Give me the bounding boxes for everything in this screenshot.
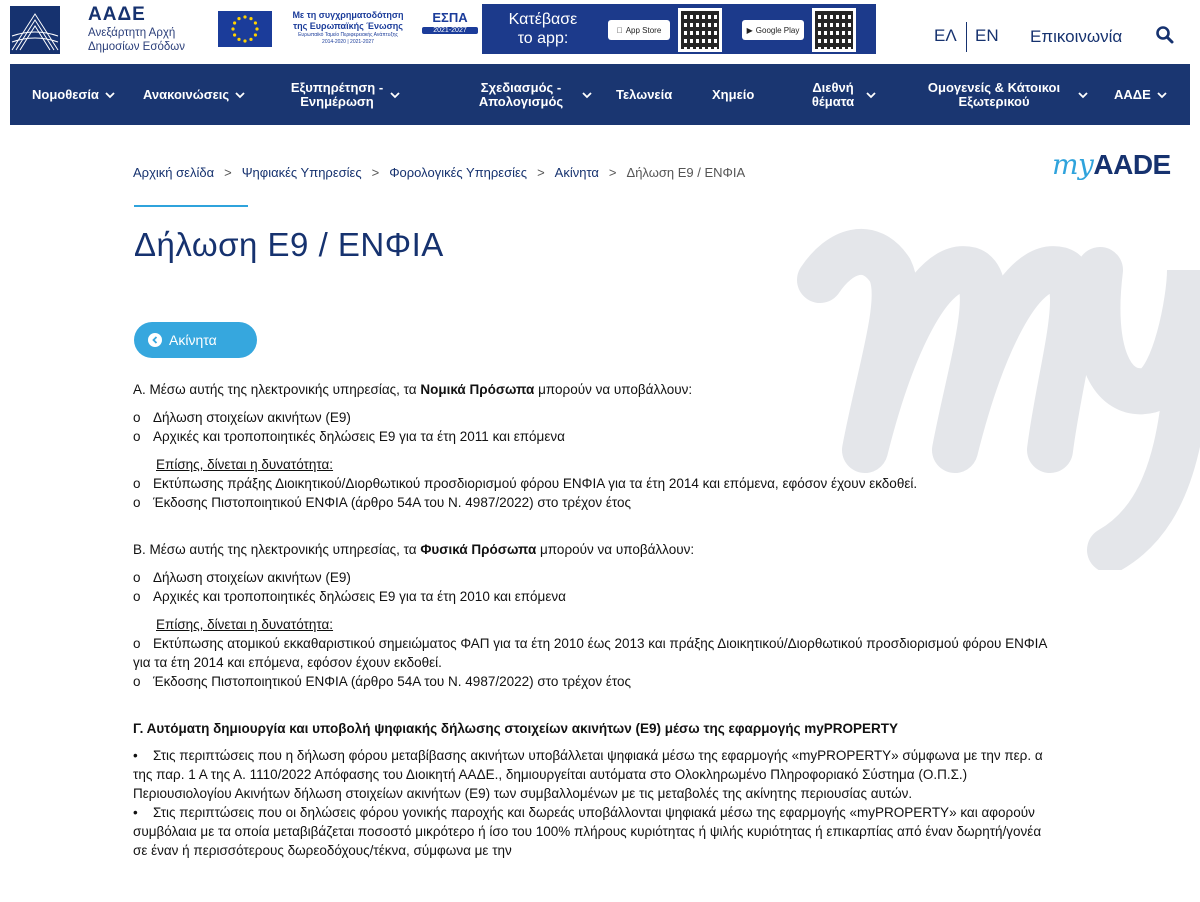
bullet-circle-icon: o	[133, 636, 141, 651]
app-store-label: App Store	[622, 25, 659, 35]
myaade-aade: AADE	[1093, 149, 1171, 180]
nav-label: Ομογενείς & Κάτοικοι Εξωτερικού	[927, 79, 1061, 109]
breadcrumb-separator: >	[224, 165, 232, 180]
list-item	[133, 493, 1053, 512]
breadcrumb-tax-services[interactable]: Φορολογικές Υπηρεσίες	[389, 165, 528, 180]
list-item-text: Δήλωση στοιχείων ακινήτων (Ε9)	[153, 410, 351, 425]
main-nav	[10, 64, 1190, 125]
section-b-heading	[133, 540, 1053, 559]
nav-label: Χημείο	[712, 86, 755, 102]
breadcrumb-home[interactable]: Αρχική σελίδα	[133, 165, 215, 180]
bullet-circle-icon: o	[133, 570, 141, 585]
eu-cofunding-text	[280, 10, 416, 46]
title-divider	[134, 205, 248, 207]
app-store-button[interactable]	[608, 20, 670, 40]
list-item-text: Δήλωση στοιχείων ακινήτων (Ε9)	[153, 570, 351, 585]
main-content	[133, 380, 1053, 860]
list-item-text: Στις περιπτώσεις που οι δηλώσεις φόρου γονικής παροχής και δωρεάς υποβάλλονται ψηφιακά μέσω της εφαρμογής «myPROPERTY» και αφορούν συμβόλαια με τα οποία μεταβιβάζεται ποσοστό μικρότερο ή ίσο του 100% πλήρους κυριότητας ή ψιλής κυριότητας ή επικαρπίας από έναν δωρητή/γονέα σε έναν ή περισσότερους δωρεοδόχους/τέκνα, σύμφωνα με την	[133, 805, 1042, 858]
list-item	[133, 568, 1053, 587]
breadcrumb-current: Δήλωση Ε9 / ΕΝΦΙΑ	[626, 165, 746, 180]
eu-flag-icon	[218, 11, 272, 47]
logo-subtitle-2: Δημοσίων Εσόδων	[88, 41, 185, 53]
bullet-circle-icon: o	[133, 410, 141, 425]
lang-el-link[interactable]: ΕΛ	[934, 26, 957, 45]
list-item	[133, 672, 1053, 691]
section-b-head-post: μπορούν να υποβάλλουν:	[536, 542, 695, 557]
eu-line-2: της Ευρωπαϊκής Ένωσης	[293, 21, 403, 31]
nav-label: Σχεδιασμός - Απολογισμός	[478, 79, 564, 109]
nav-item-announcements[interactable]	[143, 64, 245, 125]
list-item-text: Εκτύπωσης πράξης Διοικητικού/Διορθωτικού προσδιορισμού φόρου ΕΝΦΙΑ για τα έτη 2014 και επόμενα, εφόσον έχουν εκδοθεί.	[153, 476, 918, 491]
bullet-circle-icon: o	[133, 674, 141, 689]
espa-years: 2021-2027	[422, 27, 478, 34]
nav-item-service[interactable]	[290, 64, 400, 125]
eu-line-4: 2014-2020 | 2021-2027	[322, 39, 374, 45]
lang-divider	[966, 22, 967, 52]
nav-label: Ανακοινώσεις	[143, 86, 230, 102]
nav-item-legislation[interactable]	[32, 64, 115, 125]
back-button-label: Ακίνητα	[169, 332, 217, 348]
espa-title: ΕΣΠΑ	[432, 10, 468, 25]
section-a-head-pre: Α. Μέσω αυτής της ηλεκτρονικής υπηρεσίας, τα	[133, 382, 421, 397]
espa-logo	[422, 10, 478, 48]
page-title: Δήλωση Ε9 / ΕΝΦΙΑ	[134, 226, 444, 263]
bullet-dot-icon: •	[133, 748, 138, 763]
top-header	[0, 0, 1200, 64]
aade-logo-icon[interactable]	[10, 6, 60, 54]
app-store-qr-icon	[678, 8, 722, 52]
nav-item-chemistry[interactable]	[712, 64, 754, 125]
google-play-qr-icon	[812, 8, 856, 52]
eu-line-3: Ευρωπαϊκό Ταμείο Περιφερειακής Ανάπτυξης	[298, 32, 398, 38]
list-item-text: Έκδοσης Πιστοποιητικού ΕΝΦΙΑ (άρθρο 54Α του Ν. 4987/2022) στο τρέχον έτος	[153, 674, 632, 689]
nav-label: Νομοθεσία	[32, 86, 99, 102]
chevron-left-icon	[148, 333, 162, 347]
section-a-heading	[133, 380, 1053, 399]
breadcrumb-separator: >	[537, 165, 545, 180]
chevron-down-icon	[235, 90, 245, 100]
eu-line-1: Με τη συγχρηματοδότηση	[292, 10, 404, 20]
chevron-down-icon	[866, 90, 876, 100]
contact-link[interactable]: Επικοινωνία	[1030, 27, 1123, 46]
app-line-2: το app:	[517, 30, 569, 47]
section-a-head-post: μπορούν να υποβάλλουν:	[534, 382, 693, 397]
list-item-text: Έκδοσης Πιστοποιητικού ΕΝΦΙΑ (άρθρο 54Α του Ν. 4987/2022) στο τρέχον έτος	[153, 495, 632, 510]
section-c-heading: Γ. Αυτόματη δημιουργία και υποβολή ψηφιακής δήλωσης στοιχείων ακινήτων (Ε9) μέσω της εφαρμογής myPROPERTY	[133, 721, 899, 736]
list-item	[133, 803, 1053, 860]
nav-label: Τελωνεία	[616, 86, 673, 102]
chevron-down-icon	[1078, 90, 1088, 100]
list-item	[133, 474, 1053, 493]
section-b-head-pre: Β. Μέσω αυτής της ηλεκτρονικής υπηρεσίας, τα	[133, 542, 421, 557]
nav-item-aade[interactable]	[1114, 64, 1167, 125]
search-icon[interactable]	[1155, 25, 1175, 45]
nav-label: Διεθνή θέματα	[811, 79, 855, 109]
aade-logo-text[interactable]	[88, 4, 185, 54]
chevron-down-icon	[582, 90, 592, 100]
nav-item-expats[interactable]	[916, 64, 1088, 125]
list-item	[133, 746, 1053, 803]
myaade-my: my	[1052, 148, 1094, 181]
section-a-also: Επίσης, δίνεται η δυνατότητα:	[156, 457, 334, 472]
nav-item-international[interactable]	[806, 64, 876, 125]
app-line-1: Κατέβασε	[508, 11, 578, 28]
nav-label: Εξυπηρέτηση - Ενημέρωση	[290, 79, 384, 109]
google-play-button[interactable]	[742, 20, 804, 40]
bullet-circle-icon: o	[133, 589, 141, 604]
app-banner-text	[494, 10, 592, 48]
section-b-also: Επίσης, δίνεται η δυνατότητα:	[156, 617, 334, 632]
breadcrumb-separator: >	[608, 165, 617, 180]
bullet-circle-icon: o	[133, 476, 141, 491]
apple-icon	[617, 26, 623, 35]
breadcrumb-digital-services[interactable]: Ψηφιακές Υπηρεσίες	[241, 165, 362, 180]
list-item	[133, 408, 1053, 427]
bullet-circle-icon: o	[133, 429, 141, 444]
list-item	[133, 587, 1053, 606]
lang-en-link[interactable]: EN	[975, 26, 999, 45]
breadcrumb-separator: >	[371, 165, 380, 180]
logo-subtitle-1: Ανεξάρτητη Αρχή	[88, 27, 176, 39]
list-item-text: Εκτύπωσης ατομικού εκκαθαριστικού σημειώματος ΦΑΠ για τα έτη 2010 έως 2013 και πράξης Διοικητικού/Διορθωτικού προσδιορισμού φόρου ΕΝΦΙΑ για τα έτη 2014 και επόμενα, εφόσον έχουν εκδοθεί.	[133, 636, 1047, 670]
list-item	[133, 634, 1053, 672]
nav-label: ΑΑΔΕ	[1114, 86, 1151, 102]
bullet-dot-icon: •	[133, 805, 138, 820]
logo-title: ΑΑΔΕ	[88, 4, 146, 25]
myaade-logo[interactable]	[1052, 148, 1171, 181]
section-b-head-bold: Φυσικά Πρόσωπα	[420, 542, 537, 557]
section-a-head-bold: Νομικά Πρόσωπα	[420, 382, 535, 397]
nav-item-planning[interactable]	[466, 64, 592, 125]
breadcrumb	[133, 165, 745, 180]
back-to-real-estate-button[interactable]	[134, 322, 257, 358]
nav-item-customs[interactable]	[616, 64, 672, 125]
chevron-down-icon	[105, 90, 115, 100]
bullet-circle-icon: o	[133, 495, 141, 510]
chevron-down-icon	[1157, 90, 1167, 100]
breadcrumb-real-estate[interactable]: Ακίνητα	[554, 165, 599, 180]
google-play-label: Google Play	[755, 25, 800, 35]
google-play-icon: ▶	[746, 25, 753, 35]
list-item	[133, 427, 1053, 446]
list-item-text: Αρχικές και τροποποιητικές δηλώσεις Ε9 για τα έτη 2010 και επόμενα	[153, 589, 566, 604]
list-item-text: Στις περιπτώσεις που η δήλωση φόρου μεταβίβασης ακινήτων υποβάλλεται ψηφιακά μέσω της εφαρμογής «myPROPERTY» σύμφωνα με την περ. α της παρ. 1 Α της Α. 1110/2022 Απόφασης του Διοικητή ΑΑΔΕ., δημιουργείται αυτόματα στο Ολοκληρωμένο Πληροφοριακό Σύστημα (Ο.Π.Σ.) Περιουσιολογίου Ακινήτων δήλωση στοιχείων ακινήτων (Ε9) των συμβαλλομένων με τις μεταβολές της ακίνητης περιουσίας αυτών.	[133, 748, 1043, 801]
list-item-text: Αρχικές και τροποποιητικές δηλώσεις Ε9 για τα έτη 2011 και επόμενα	[153, 429, 565, 444]
chevron-down-icon	[390, 90, 400, 100]
app-download-banner	[482, 4, 876, 54]
